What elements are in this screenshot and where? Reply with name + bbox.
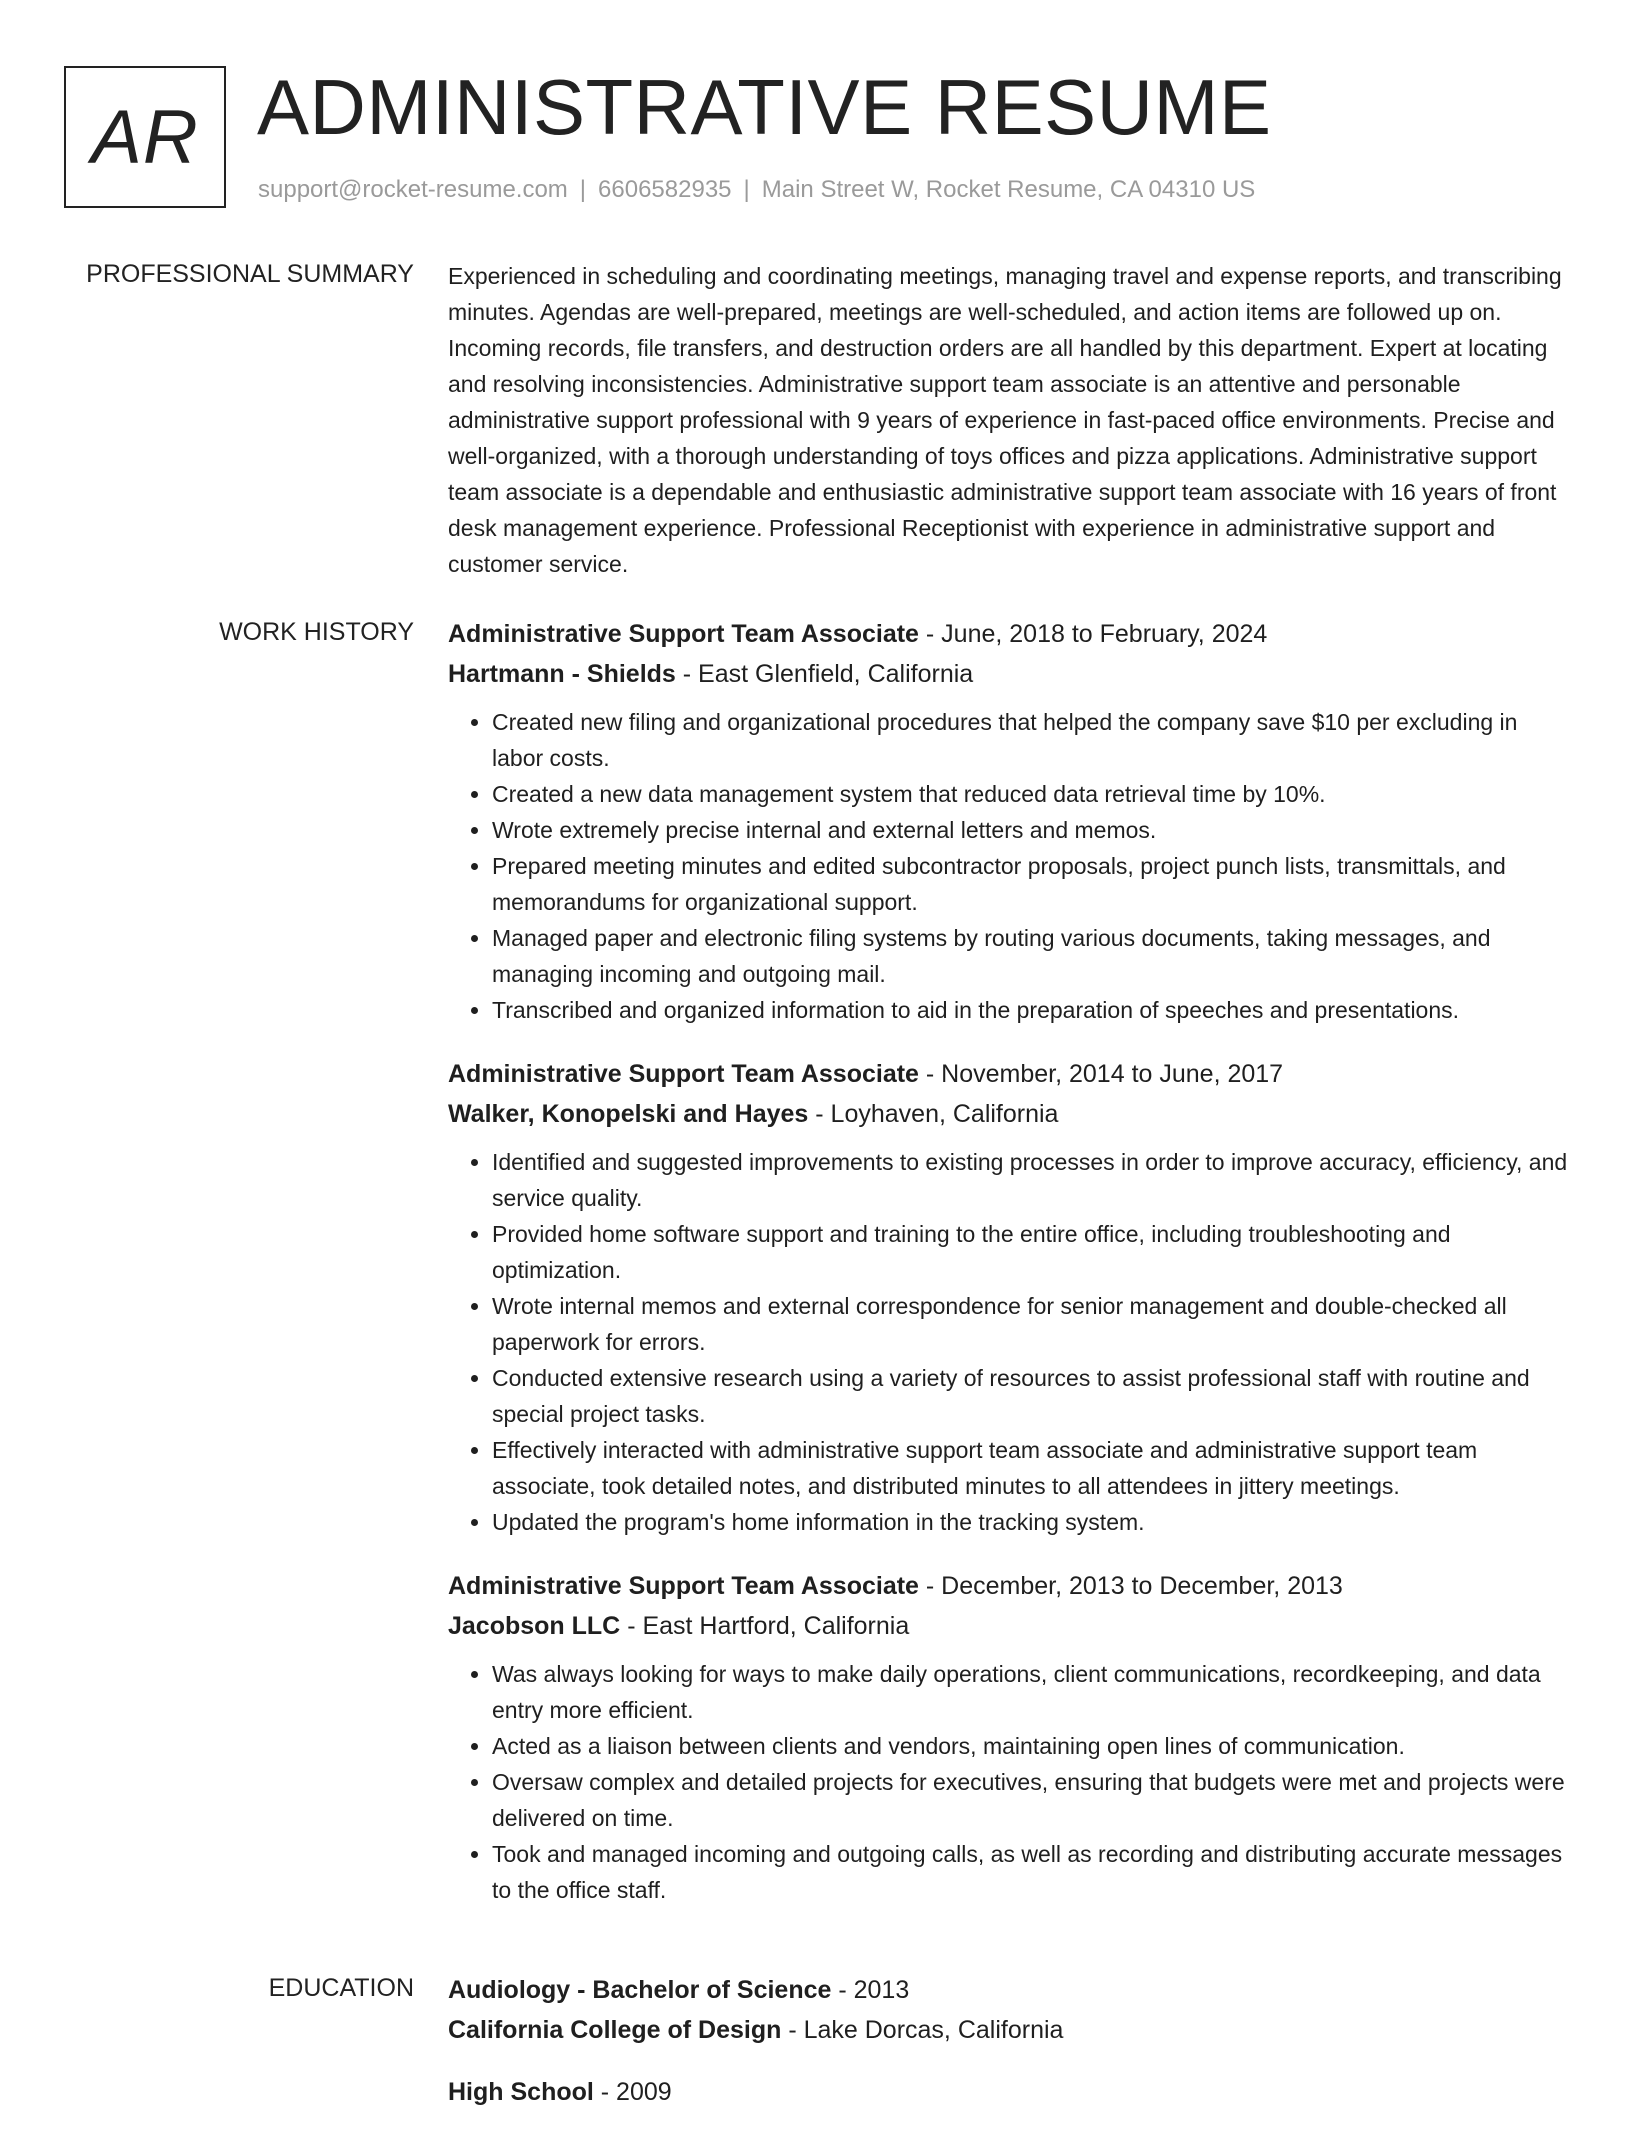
job-company-line — [448, 1606, 1568, 1646]
job-bullet: • Transcribed and organized information to aid in the preparation of speeches and presentations. — [492, 992, 1568, 1028]
section-label-work-history: WORK HISTORY — [219, 618, 414, 646]
job-entry — [448, 1566, 1568, 1908]
resume-title: ADMINISTRATIVE RESUME — [257, 63, 1272, 151]
job-company: Jacobson LLC — [448, 1612, 621, 1640]
job-entry — [448, 1054, 1568, 1540]
job-title-line — [448, 614, 1568, 654]
job-bullet: • Wrote internal memos and external correspondence for senior management and double-checked all paperwork for errors. — [492, 1288, 1568, 1360]
job-dates: - November, 2014 to June, 2017 — [918, 1060, 1284, 1088]
education-year: - 2013 — [831, 1976, 910, 2004]
job-bullet: • Identified and suggested improvements to existing processes in order to improve accuracy, efficiency, and service quality. — [492, 1144, 1568, 1216]
job-location: - East Glenfield, California — [675, 660, 974, 688]
contact-address: Main Street W, Rocket Resume, CA 04310 US — [761, 176, 1256, 203]
contact-separator: | — [743, 176, 750, 203]
job-bullet: • Was always looking for ways to make daily operations, client communications, recordkeeping, and data entry more efficient. — [492, 1656, 1568, 1728]
summary-body — [448, 258, 1568, 582]
job-bullet: • Managed paper and electronic filing systems by routing various documents, taking messages, and managing incoming and outgoing mail. — [492, 920, 1568, 992]
job-bullet: • Wrote extremely precise internal and external letters and memos. — [492, 812, 1568, 848]
job-bullet: • Conducted extensive research using a variety of resources to assist professional staff with routine and special project tasks. — [492, 1360, 1568, 1432]
job-bullet: • Acted as a liaison between clients and vendors, maintaining open lines of communication. — [492, 1728, 1568, 1764]
education-degree: High School — [448, 2078, 594, 2106]
education-school: California College of Design — [448, 2016, 782, 2044]
education-body — [448, 1970, 1568, 2138]
job-title: Administrative Support Team Associate — [448, 1060, 919, 1088]
section-label-education: EDUCATION — [268, 1974, 414, 2002]
job-bullet: • Effectively interacted with administrative support team associate and administrative support team associate, took detailed notes, and distributed minutes to all attendees in jittery meetings. — [492, 1432, 1568, 1504]
education-entry — [448, 2072, 1568, 2112]
contact-phone: 6606582935 — [598, 176, 732, 203]
job-bullets — [448, 1656, 1568, 1908]
education-entry — [448, 1970, 1568, 2050]
job-bullet: • Created new filing and organizational procedures that helped the company save $10 per excluding in labor costs. — [492, 704, 1568, 776]
contact-email: support@rocket-resume.com — [258, 176, 568, 203]
education-degree: Audiology - Bachelor of Science — [448, 1976, 832, 2004]
contact-separator: | — [579, 176, 587, 203]
job-company: Walker, Konopelski and Hayes — [448, 1100, 809, 1128]
job-company-line — [448, 1094, 1568, 1134]
job-bullet: • Oversaw complex and detailed projects for executives, ensuring that budgets were met and projects were delivered on time. — [492, 1764, 1568, 1836]
job-bullet: • Prepared meeting minutes and edited subcontractor proposals, project punch lists, transmittals, and memorandums for organizational support. — [492, 848, 1568, 920]
education-school-line — [448, 2010, 1568, 2050]
job-title-line — [448, 1054, 1568, 1094]
education-year: - 2009 — [593, 2078, 672, 2106]
job-location: - Loyhaven, California — [808, 1100, 1059, 1128]
job-title: Administrative Support Team Associate — [448, 1572, 919, 1600]
job-company-line — [448, 654, 1568, 694]
job-dates: - June, 2018 to February, 2024 — [918, 620, 1268, 648]
job-title: Administrative Support Team Associate — [448, 620, 919, 648]
education-degree-line — [448, 1970, 1568, 2010]
job-location: - East Hartford, California — [620, 1612, 910, 1640]
section-label-summary: PROFESSIONAL SUMMARY — [86, 260, 414, 288]
work-history-body — [448, 614, 1568, 1934]
job-title-line — [448, 1566, 1568, 1606]
summary-text: Experienced in scheduling and coordinating meetings, managing travel and expense reports, and transcribing minutes. Agendas are well-prepared, meetings are well-scheduled, and action items are followed up on. Incoming records, file transfers, and destruction orders are all handled by this department. Expert at locating and resolving inconsistencies. Administrative support team associate is an attentive and personable administrative support professional with 9 years of experience in fast-paced office environments. Precise and well-organized, with a thorough understanding of toys offices and pizza applications. Administrative support team associate is a dependable and enthusiastic administrative support team associate with 16 years of front desk management experience. Professional Receptionist with experience in administrative support and customer service. — [448, 263, 1562, 577]
education-degree-line — [448, 2072, 1568, 2112]
contact-line — [258, 176, 1255, 204]
job-company: Hartmann - Shields — [448, 660, 676, 688]
job-entry — [448, 614, 1568, 1028]
job-bullet: • Provided home software support and training to the entire office, including troubleshooting and optimization. — [492, 1216, 1568, 1288]
job-bullet: • Took and managed incoming and outgoing calls, as well as recording and distributing accurate messages to the office staff. — [492, 1836, 1568, 1908]
education-location: - Lake Dorcas, California — [781, 2016, 1064, 2044]
job-bullet: • Updated the program's home information in the tracking system. — [492, 1504, 1568, 1540]
job-bullets — [448, 1144, 1568, 1540]
job-bullets — [448, 704, 1568, 1028]
monogram-badge: AR — [64, 66, 226, 208]
job-bullet: • Created a new data management system that reduced data retrieval time by 10%. — [492, 776, 1568, 812]
job-dates: - December, 2013 to December, 2013 — [918, 1572, 1343, 1600]
